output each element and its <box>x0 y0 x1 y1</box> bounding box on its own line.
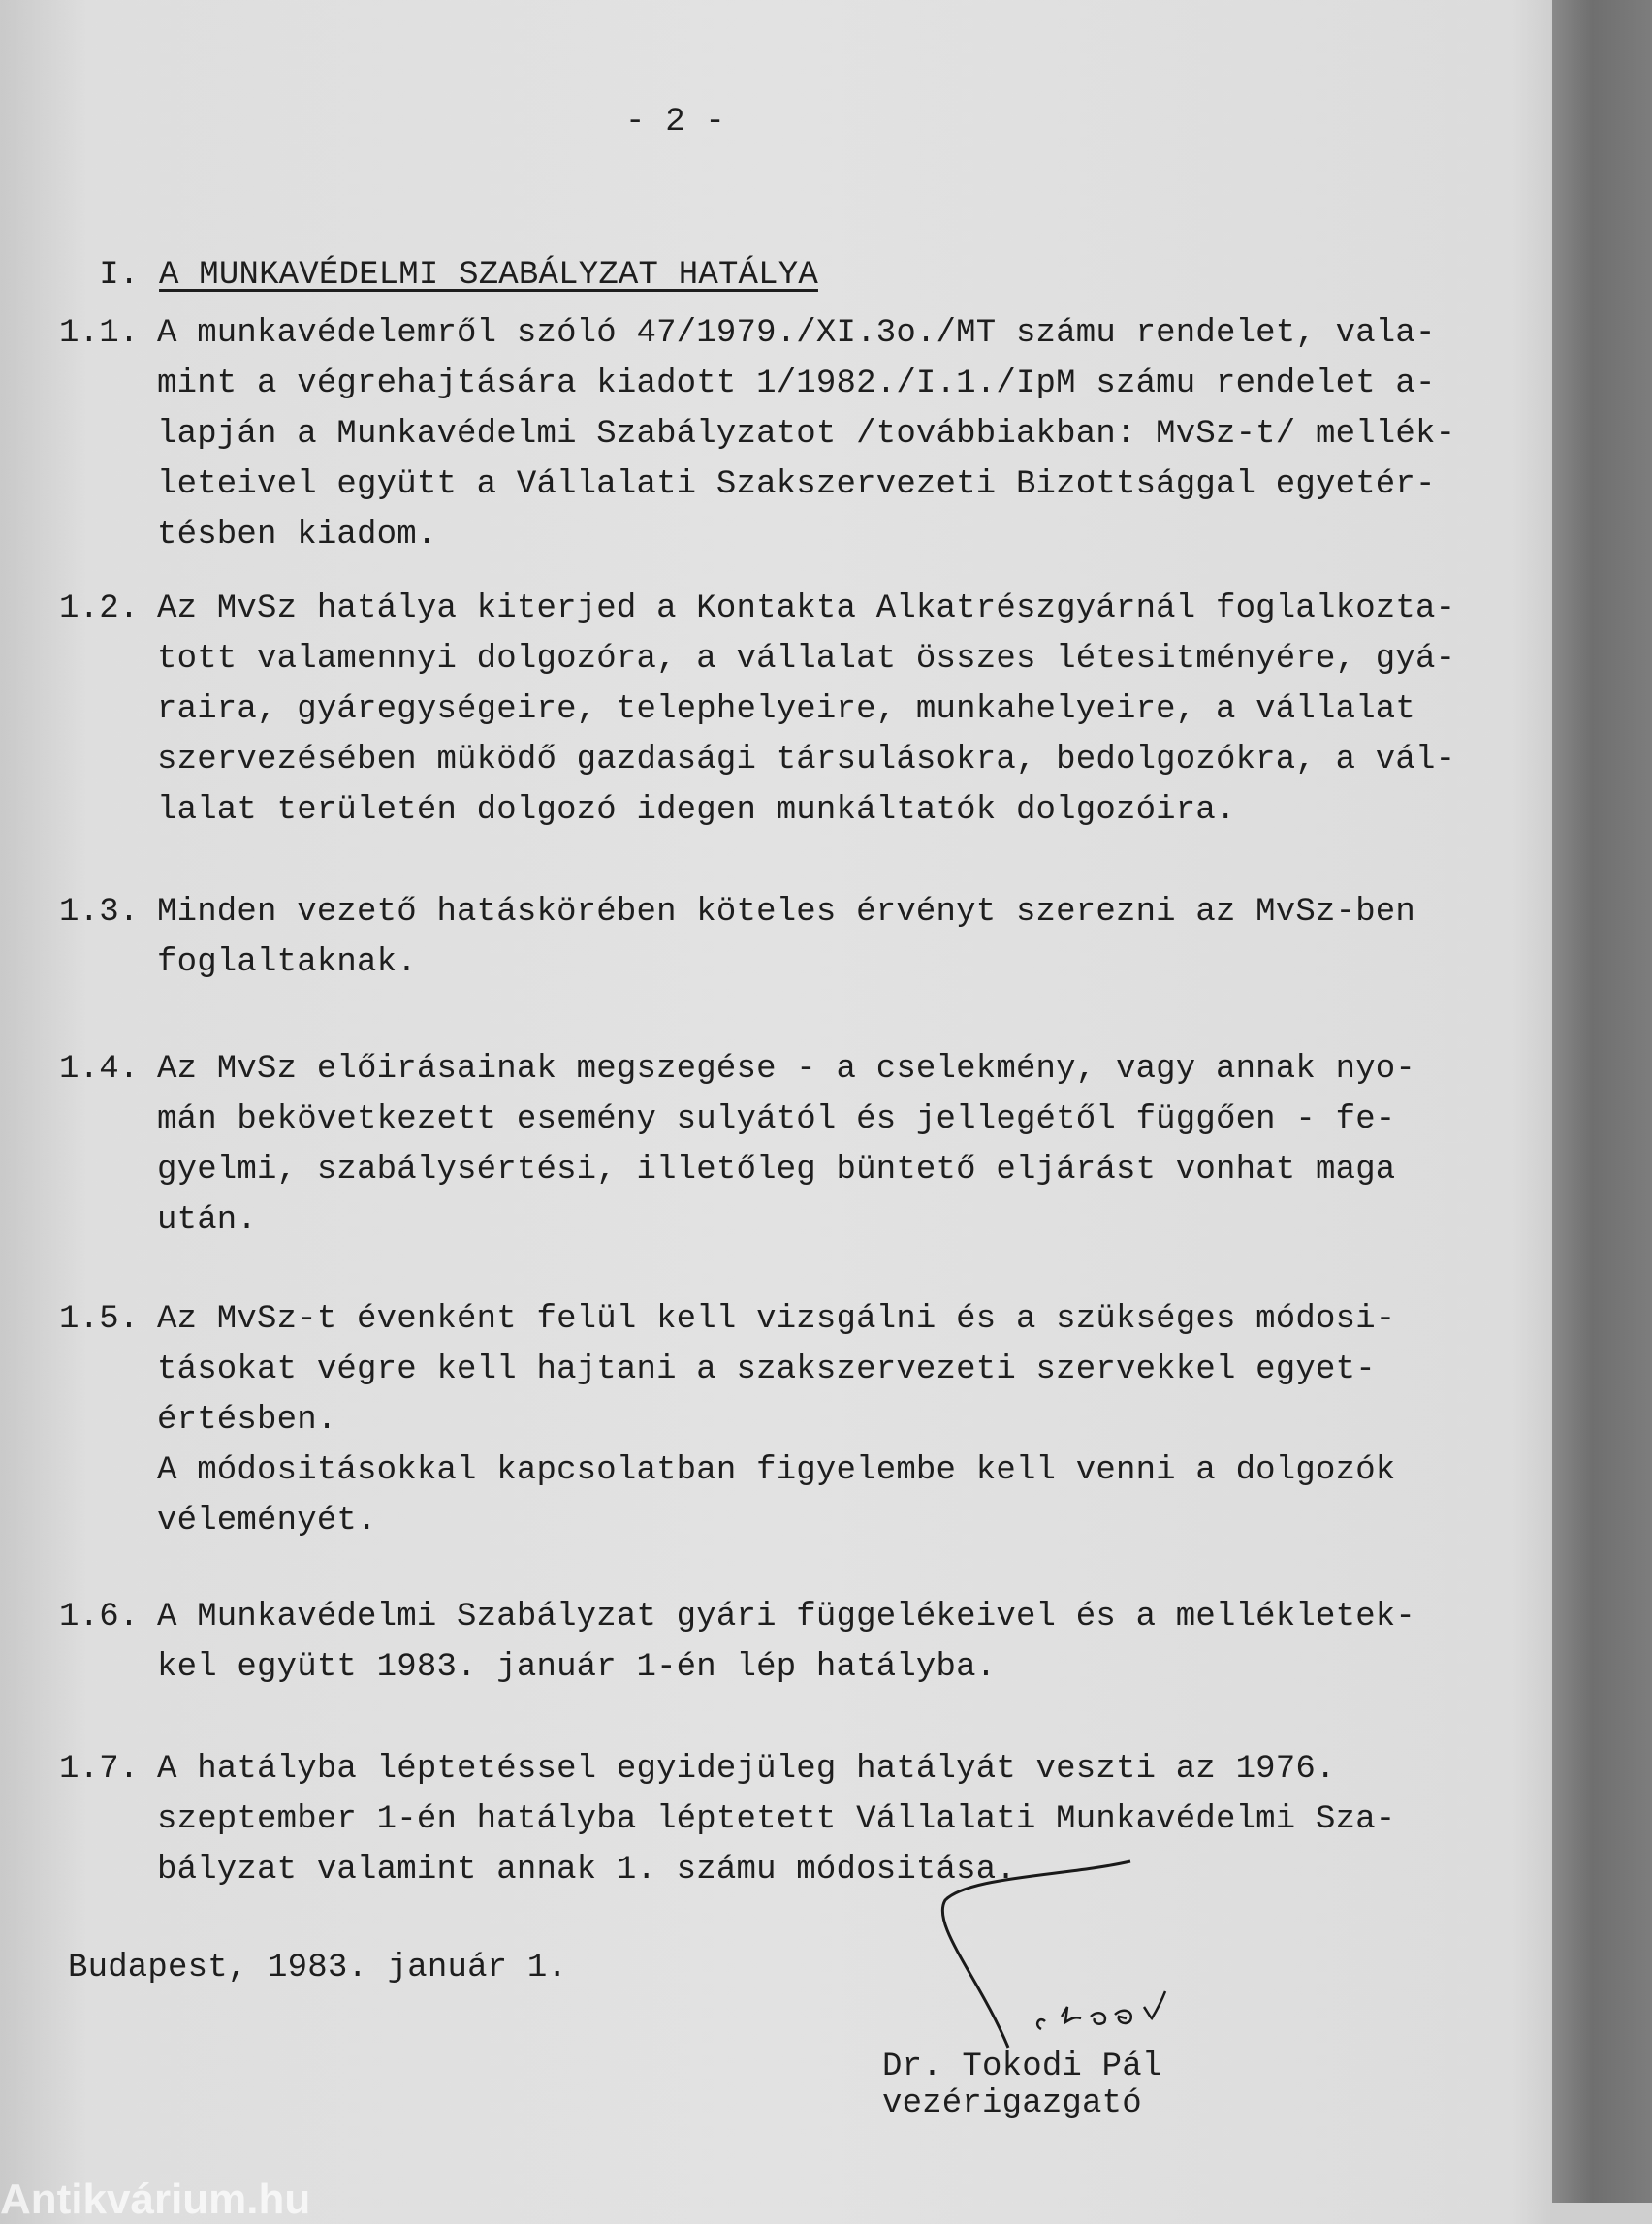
text-line: szeptember 1-én hatályba léptetett Vállalati Munkavédelmi Sza- <box>157 1801 1396 1838</box>
text-line: lalat területén dolgozó idegen munkáltatók dolgozóira. <box>157 792 1236 829</box>
text-line: foglaltaknak. <box>157 944 417 981</box>
text-line: Az MvSz hatálya kiterjed a Kontakta Alkatrészgyárnál foglalkozta- <box>157 590 1456 627</box>
paragraph-number: 1.6. <box>59 1599 140 1636</box>
signatory-title: vezérigazgató <box>882 2085 1142 2122</box>
text-line: Az MvSz előirásainak megszegése - a cselekmény, vagy annak nyo- <box>157 1051 1416 1088</box>
text-line: A munkavédelemről szóló 47/1979./XI.3o./MT számu rendelet, vala- <box>157 315 1436 352</box>
paragraph-number: 1.1. <box>59 315 140 352</box>
text-line: véleményét. <box>157 1503 377 1540</box>
signatory-name: Dr. Tokodi Pál <box>882 2049 1162 2085</box>
paragraph-number: 1.5. <box>59 1301 140 1338</box>
paragraph-number: 1.4. <box>59 1051 140 1088</box>
text-line: szervezésében müködő gazdasági társulásokra, bedolgozókra, a vál- <box>157 742 1456 778</box>
text-line: lapján a Munkavédelmi Szabályzatot /továbbiakban: MvSz-t/ mellék- <box>157 416 1456 453</box>
paragraph-number: 1.7. <box>59 1751 140 1788</box>
text-line: Minden vezető hatáskörében köteles érvényt szerezni az MvSz-ben <box>157 894 1416 931</box>
text-line: gyelmi, szabálysértési, illetőleg büntető eljárást vonhat maga <box>157 1152 1396 1189</box>
paragraph-number: 1.3. <box>59 894 140 931</box>
page-number: - 2 - <box>625 104 726 141</box>
text-line: után. <box>157 1202 258 1239</box>
text-line: mán bekövetkezett esemény sulyától és jellegétől függően - fe- <box>157 1101 1396 1138</box>
text-line: bályzat valamint annak 1. számu módositása. <box>157 1852 1016 1889</box>
text-line: Az MvSz-t évenként felül kell vizsgálni és a szükséges módosi- <box>157 1301 1396 1338</box>
text-line: értésben. <box>157 1402 337 1439</box>
section-title: A MUNKAVÉDELMI SZABÁLYZAT HATÁLYA <box>159 257 818 294</box>
text-line: A módositásokkal kapcsolatban figyelembe kell venni a dolgozók <box>157 1452 1396 1489</box>
section-number: I. <box>99 257 140 294</box>
text-line: A Munkavédelmi Szabályzat gyári függelékeivel és a mellékletek- <box>157 1599 1416 1636</box>
watermark: Antikvárium.hu <box>0 2176 311 2223</box>
text-line: tásokat végre kell hajtani a szakszervezeti szervekkel egyet- <box>157 1351 1376 1388</box>
text-line: raira, gyáregységeire, telephelyeire, munkahelyeire, a vállalat <box>157 691 1416 728</box>
text-line: tésben kiadom. <box>157 517 437 554</box>
text-line: kel együtt 1983. január 1-én lép hatályba. <box>157 1649 997 1686</box>
place-date: Budapest, 1983. január 1. <box>68 1950 568 1986</box>
paragraph-number: 1.2. <box>59 590 140 627</box>
text-line: mint a végrehajtására kiadott 1/1982./I.1./IpM számu rendelet a- <box>157 365 1436 402</box>
text-line: A hatályba léptetéssel egyidejüleg hatályát veszti az 1976. <box>157 1751 1336 1788</box>
text-line: tott valamennyi dolgozóra, a vállalat összes létesitményére, gyá- <box>157 641 1456 678</box>
text-line: leteivel együtt a Vállalati Szakszervezeti Bizottsággal egyetér- <box>157 466 1436 503</box>
